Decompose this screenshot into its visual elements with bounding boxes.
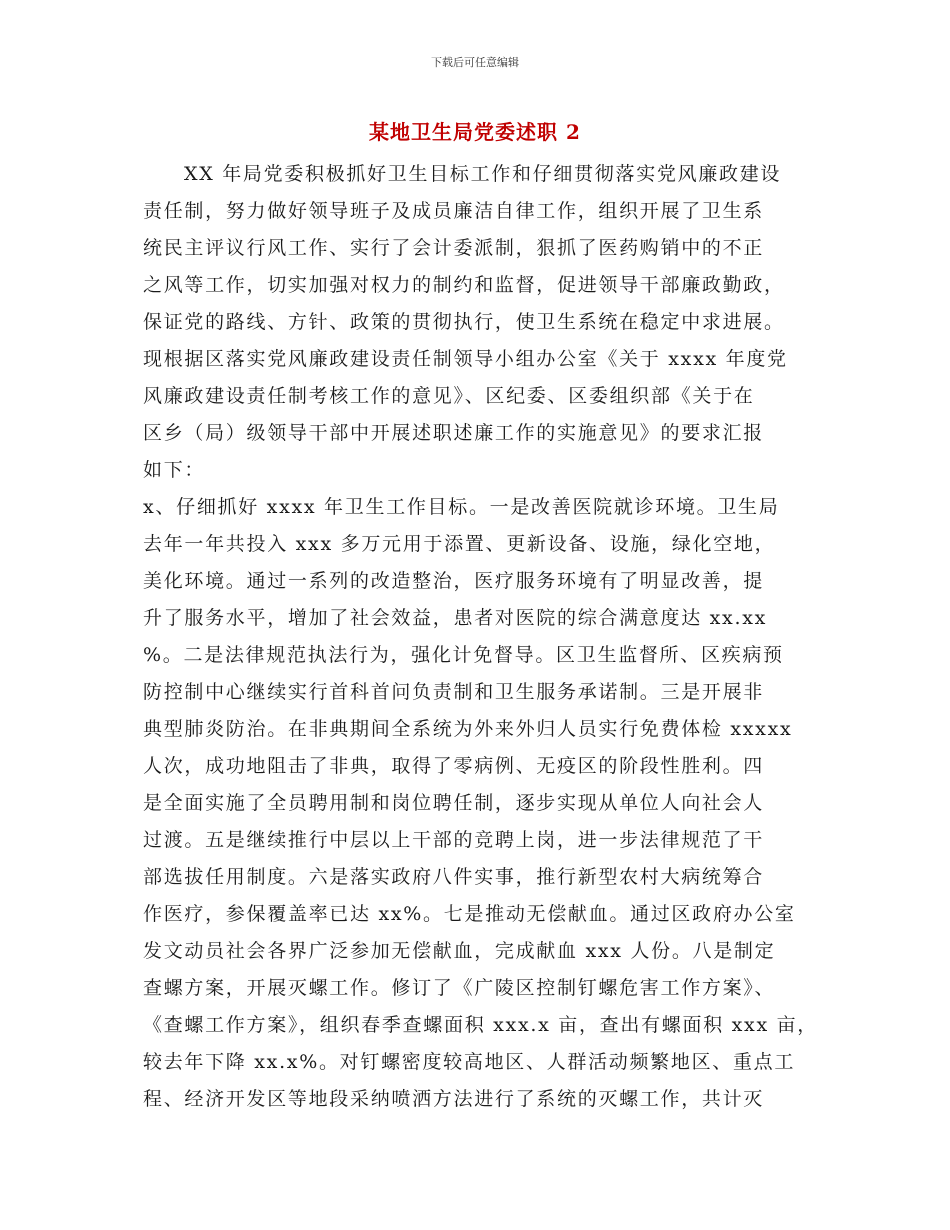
- body-line: %。二是法律规范执法行为，强化计免督导。区卫生监督所、区疾病预: [143, 644, 784, 666]
- body-line: 典型肺炎防治。在非典期间全系统为外来外归人员实行免费体检 xxxxx: [143, 718, 793, 740]
- body-line: 区乡（局）级领导干部中开展述职述廉工作的实施意见》的要求汇报: [143, 422, 765, 444]
- body-line: 美化环境。通过一系列的改造整治，医疗服务环境有了明显改善，提: [143, 570, 765, 592]
- body-line: 之风等工作，切实加强对权力的制约和监督，促进领导干部廉政勤政，: [143, 274, 785, 296]
- body-line: 风廉政建设责任制考核工作的意见》、区纪委、区委组织部《关于在: [143, 385, 755, 407]
- body-line: 去年一年共投入 xxx 多万元用于添置、更新设备、设施，绿化空地，: [143, 533, 776, 555]
- body-line: 程、经济开发区等地段采纳喷洒方法进行了系统的灭螺工作，共计灭: [143, 1088, 765, 1110]
- body-line: 《查螺工作方案》，组织春季查螺面积 xxx.x 亩，查出有螺面积 xxx 亩，: [143, 1014, 819, 1036]
- document-title: 某地卫生局党委述职 2: [369, 120, 581, 144]
- header-note: 下载后可任意编辑: [431, 56, 519, 69]
- body-line: 人次，成功地阻击了非典，取得了零病例、无疫区的阶段性胜利。四: [143, 755, 765, 777]
- body-line: 查螺方案，开展灭螺工作。修订了《广陵区控制钉螺危害工作方案》、: [143, 977, 776, 999]
- body-line: 统民主评议行风工作、实行了会计委派制，狠抓了医药购销中的不正: [143, 237, 765, 259]
- body-line: 责任制，努力做好领导班子及成员廉洁自律工作，组织开展了卫生系: [143, 200, 765, 222]
- body-line: 过渡。五是继续推行中层以上干部的竞聘上岗，进一步法律规范了干: [143, 829, 765, 851]
- body-line: 如下：: [143, 459, 206, 481]
- body-line: 发文动员社会各界广泛参加无偿献血，完成献血 xxx 人份。八是制定: [143, 940, 776, 962]
- body-line: 防控制中心继续实行首科首问负责制和卫生服务承诺制。三是开展非: [143, 681, 765, 703]
- body-line: x、仔细抓好 xxxx 年卫生工作目标。一是改善医院就诊环境。卫生局: [143, 496, 780, 518]
- body-line: 保证党的路线、方针、政策的贯彻执行，使卫生系统在稳定中求进展。: [143, 311, 785, 333]
- body-line: 是全面实施了全员聘用制和岗位聘任制，逐步实现从单位人向社会人: [143, 792, 765, 814]
- body-line: 升了服务水平，增加了社会效益，患者对医院的综合满意度达 xx.xx: [143, 607, 768, 629]
- body-line: 现根据区落实党风廉政建设责任制领导小组办公室《关于 xxxx 年度党: [143, 348, 788, 370]
- body-line: 作医疗，参保覆盖率已达 xx%。七是推动无偿献血。通过区政府办公室: [143, 903, 796, 925]
- body-line: XX 年局党委积极抓好卫生目标工作和仔细贯彻落实党风廉政建设: [184, 163, 782, 185]
- body-line: 较去年下降 xx.x%。对钉螺密度较高地区、人群活动频繁地区、重点工: [143, 1051, 796, 1073]
- body-line: 部选拔任用制度。六是落实政府八件实事，推行新型农村大病统筹合: [143, 866, 765, 888]
